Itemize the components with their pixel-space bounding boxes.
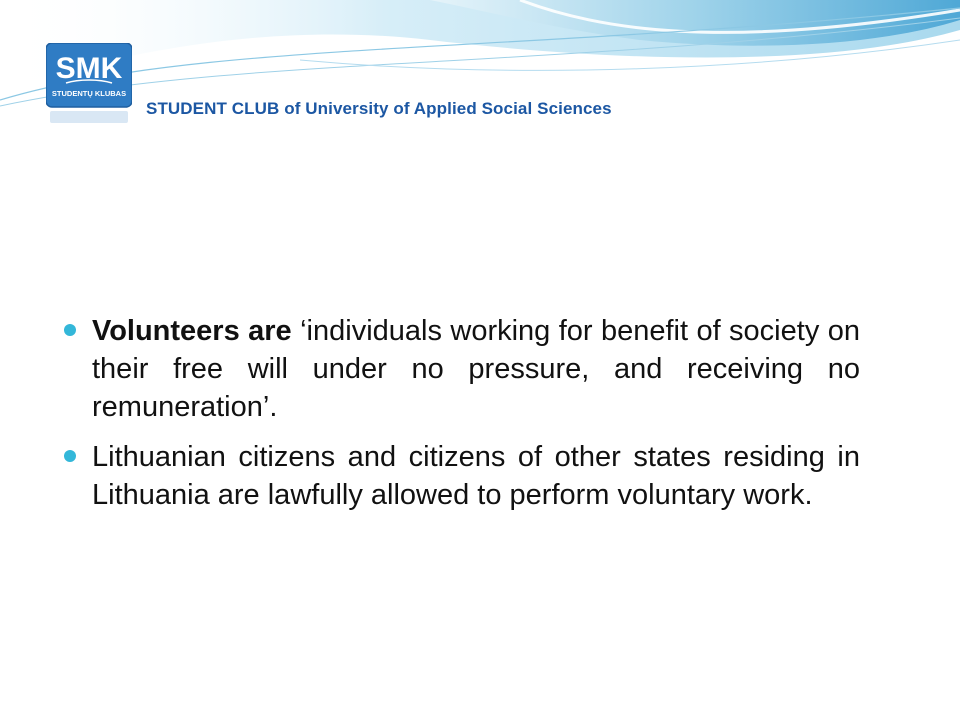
bullet-list bbox=[60, 312, 860, 526]
bullet-text: Lithuanian citizens and citizens of other states residing in Lithuania are lawfully allowed to perform voluntary work. bbox=[92, 441, 860, 511]
bullet-lead: Volunteers are bbox=[92, 315, 292, 347]
bullet-item bbox=[60, 312, 860, 426]
bullet-text: ‘individuals working for benefit of society on their free will under no pressure, and receiving no remuneration’. bbox=[92, 315, 860, 423]
bullet-item bbox=[60, 438, 860, 514]
bullet-dot-icon bbox=[64, 324, 76, 336]
bullet-dot-icon bbox=[64, 450, 76, 462]
svg-text:STUDENTŲ KLUBAS: STUDENTŲ KLUBAS bbox=[51, 89, 127, 98]
svg-text:SMK: SMK bbox=[55, 52, 123, 85]
smk-logo bbox=[46, 43, 132, 129]
organization-title: STUDENT CLUB of University of Applied Social Sciences bbox=[146, 99, 612, 118]
